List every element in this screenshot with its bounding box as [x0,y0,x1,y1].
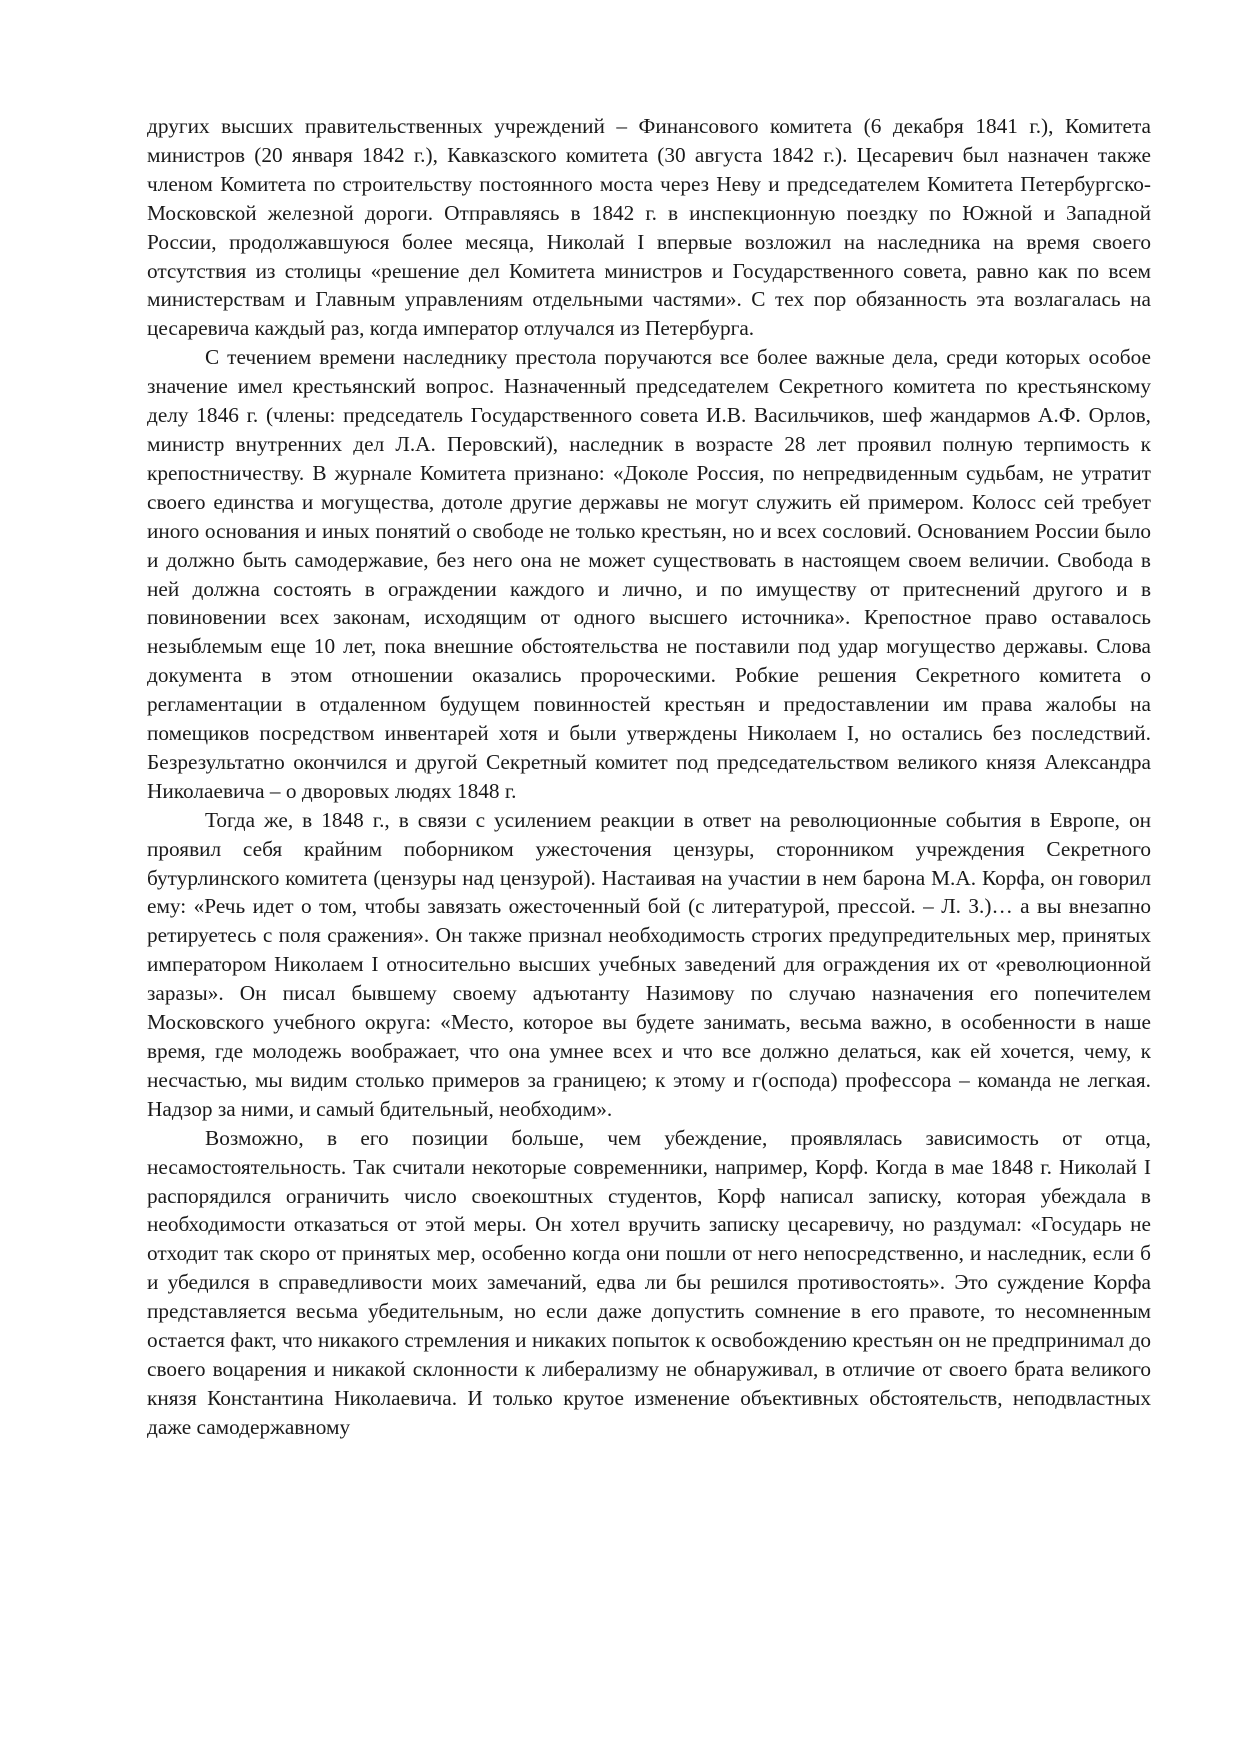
paragraph-4: Возможно, в его позиции больше, чем убеждение, проявлялась зависимость от отца, несамостоятельность. Так считали некоторые современники, например, Корф. Когда в мае 1848 г. Николай I распорядился ограничить число своекоштных студентов, Корф написал записку, которая убеждала в необходимости отказаться от этой меры. Он хотел вручить записку цесаревичу, но раздумал: «Государь не отходит так скоро от принятых мер, особенно когда они пошли от него непосредственно, и наследник, если б и убедился в справедливости моих замечаний, едва ли бы решился противостоять». Это суждение Корфа представляется весьма убедительным, но если даже допустить сомнение в его правоте, то несомненным остается факт, что никакого стремления и никаких попыток к освобождению крестьян он не предпринимал до своего воцарения и никакой склонности к либерализму не обнаруживал, в отличие от своего брата великого князя Константина Николаевича. И только крутое изменение объективных обстоятельств, неподвластных даже самодержавному [147,1125,1151,1439]
document-page [147,112,1151,1442]
paragraph-2: С течением времени наследнику престола поручаются все более важные дела, среди которых особое значение имел крестьянский вопрос. Назначенный председателем Секретного комитета по крестьянскому делу 1846 г. (члены: председатель Государственного совета И.В. Васильчиков, шеф жандармов А.Ф. Орлов, министр внутренних дел Л.А. Перовский), наследник в возрасте 28 лет проявил полную терпимость к крепостничеству. В журнале Комитета признано: «Доколе Россия, по непредвиденным судьбам, не утратит своего единства и могущества, дотоле другие державы не могут служить ей примером. Колосс сей требует иного основания и иных понятий о свободе не только крестьян, но и всех сословий. Основанием России было и должно быть самодержавие, без него она не может существовать в настоящем своем величии. Свобода в ней должна состоять в ограждении каждого и лично, и по имуществу от притеснений другого и в повиновении всех законам, исходящим от одного высшего источника». Крепостное право оставалось незыблемым еще 10 лет, пока внешние обстоятельства не поставили под удар могущество державы. Слова документа в этом отношении оказались пророческими. Робкие решения Секретного комитета о регламентации в отдаленном будущем повинностей крестьян и предоставлении им права жалобы на помещиков посредством инвентарей хотя и были утверждены Николаем I, но остались без последствий. Безрезультатно окончился и другой Секретный комитет под председательством великого князя Александра Николаевича – о дворовых людях 1848 г. [147,345,1151,803]
paragraph-3: Тогда же, в 1848 г., в связи с усилением реакции в ответ на революционные события в Европе, он проявил себя крайним поборником ужесточения цензуры, сторонником учреждения Секретного бутурлинского комитета (цензуры над цензурой). Настаивая на участии в нем барона М.А. Корфа, он говорил ему: «Речь идет о том, чтобы завязать ожесточенный бой (с литературой, прессой. – Л. З.)… а вы внезапно ретируетесь с поля сражения». Он также признал необходимость строгих предупредительных мер, принятых императором Николаем I относительно высших учебных заведений для ограждения их от «революционной заразы». Он писал бывшему своему адъютанту Назимову по случаю назначения его попечителем Московского учебного округа: «Место, которое вы будете занимать, весьма важно, в особенности в наше время, где молодежь воображает, что она умнее всех и что все должно делаться, как ей хочется, чему, к несчастью, мы видим столько примеров за границею; к этому и г(оспода) профессора – команда не легкая. Надзор за ними, и самый бдительный, необходим». [147,807,1151,1121]
paragraph-1: других высших правительственных учреждений – Финансового комитета (6 декабря 1841 г.), Комитета министров (20 января 1842 г.), Кавказского комитета (30 августа 1842 г.). Цесаревич был назначен также членом Комитета по строительству постоянного моста через Неву и председателем Комитета Петербургско-Московской железной дороги. Отправляясь в 1842 г. в инспекционную поездку по Южной и Западной России, продолжавшуюся более месяца, Николай I впервые возложил на наследника на время своего отсутствия из столицы «решение дел Комитета министров и Государственного совета, равно как по всем министерствам и Главным управлениям отдельными частями». С тех пор обязанность эта возлагалась на цесаревича каждый раз, когда император отлучался из Петербурга. [147,114,1151,341]
